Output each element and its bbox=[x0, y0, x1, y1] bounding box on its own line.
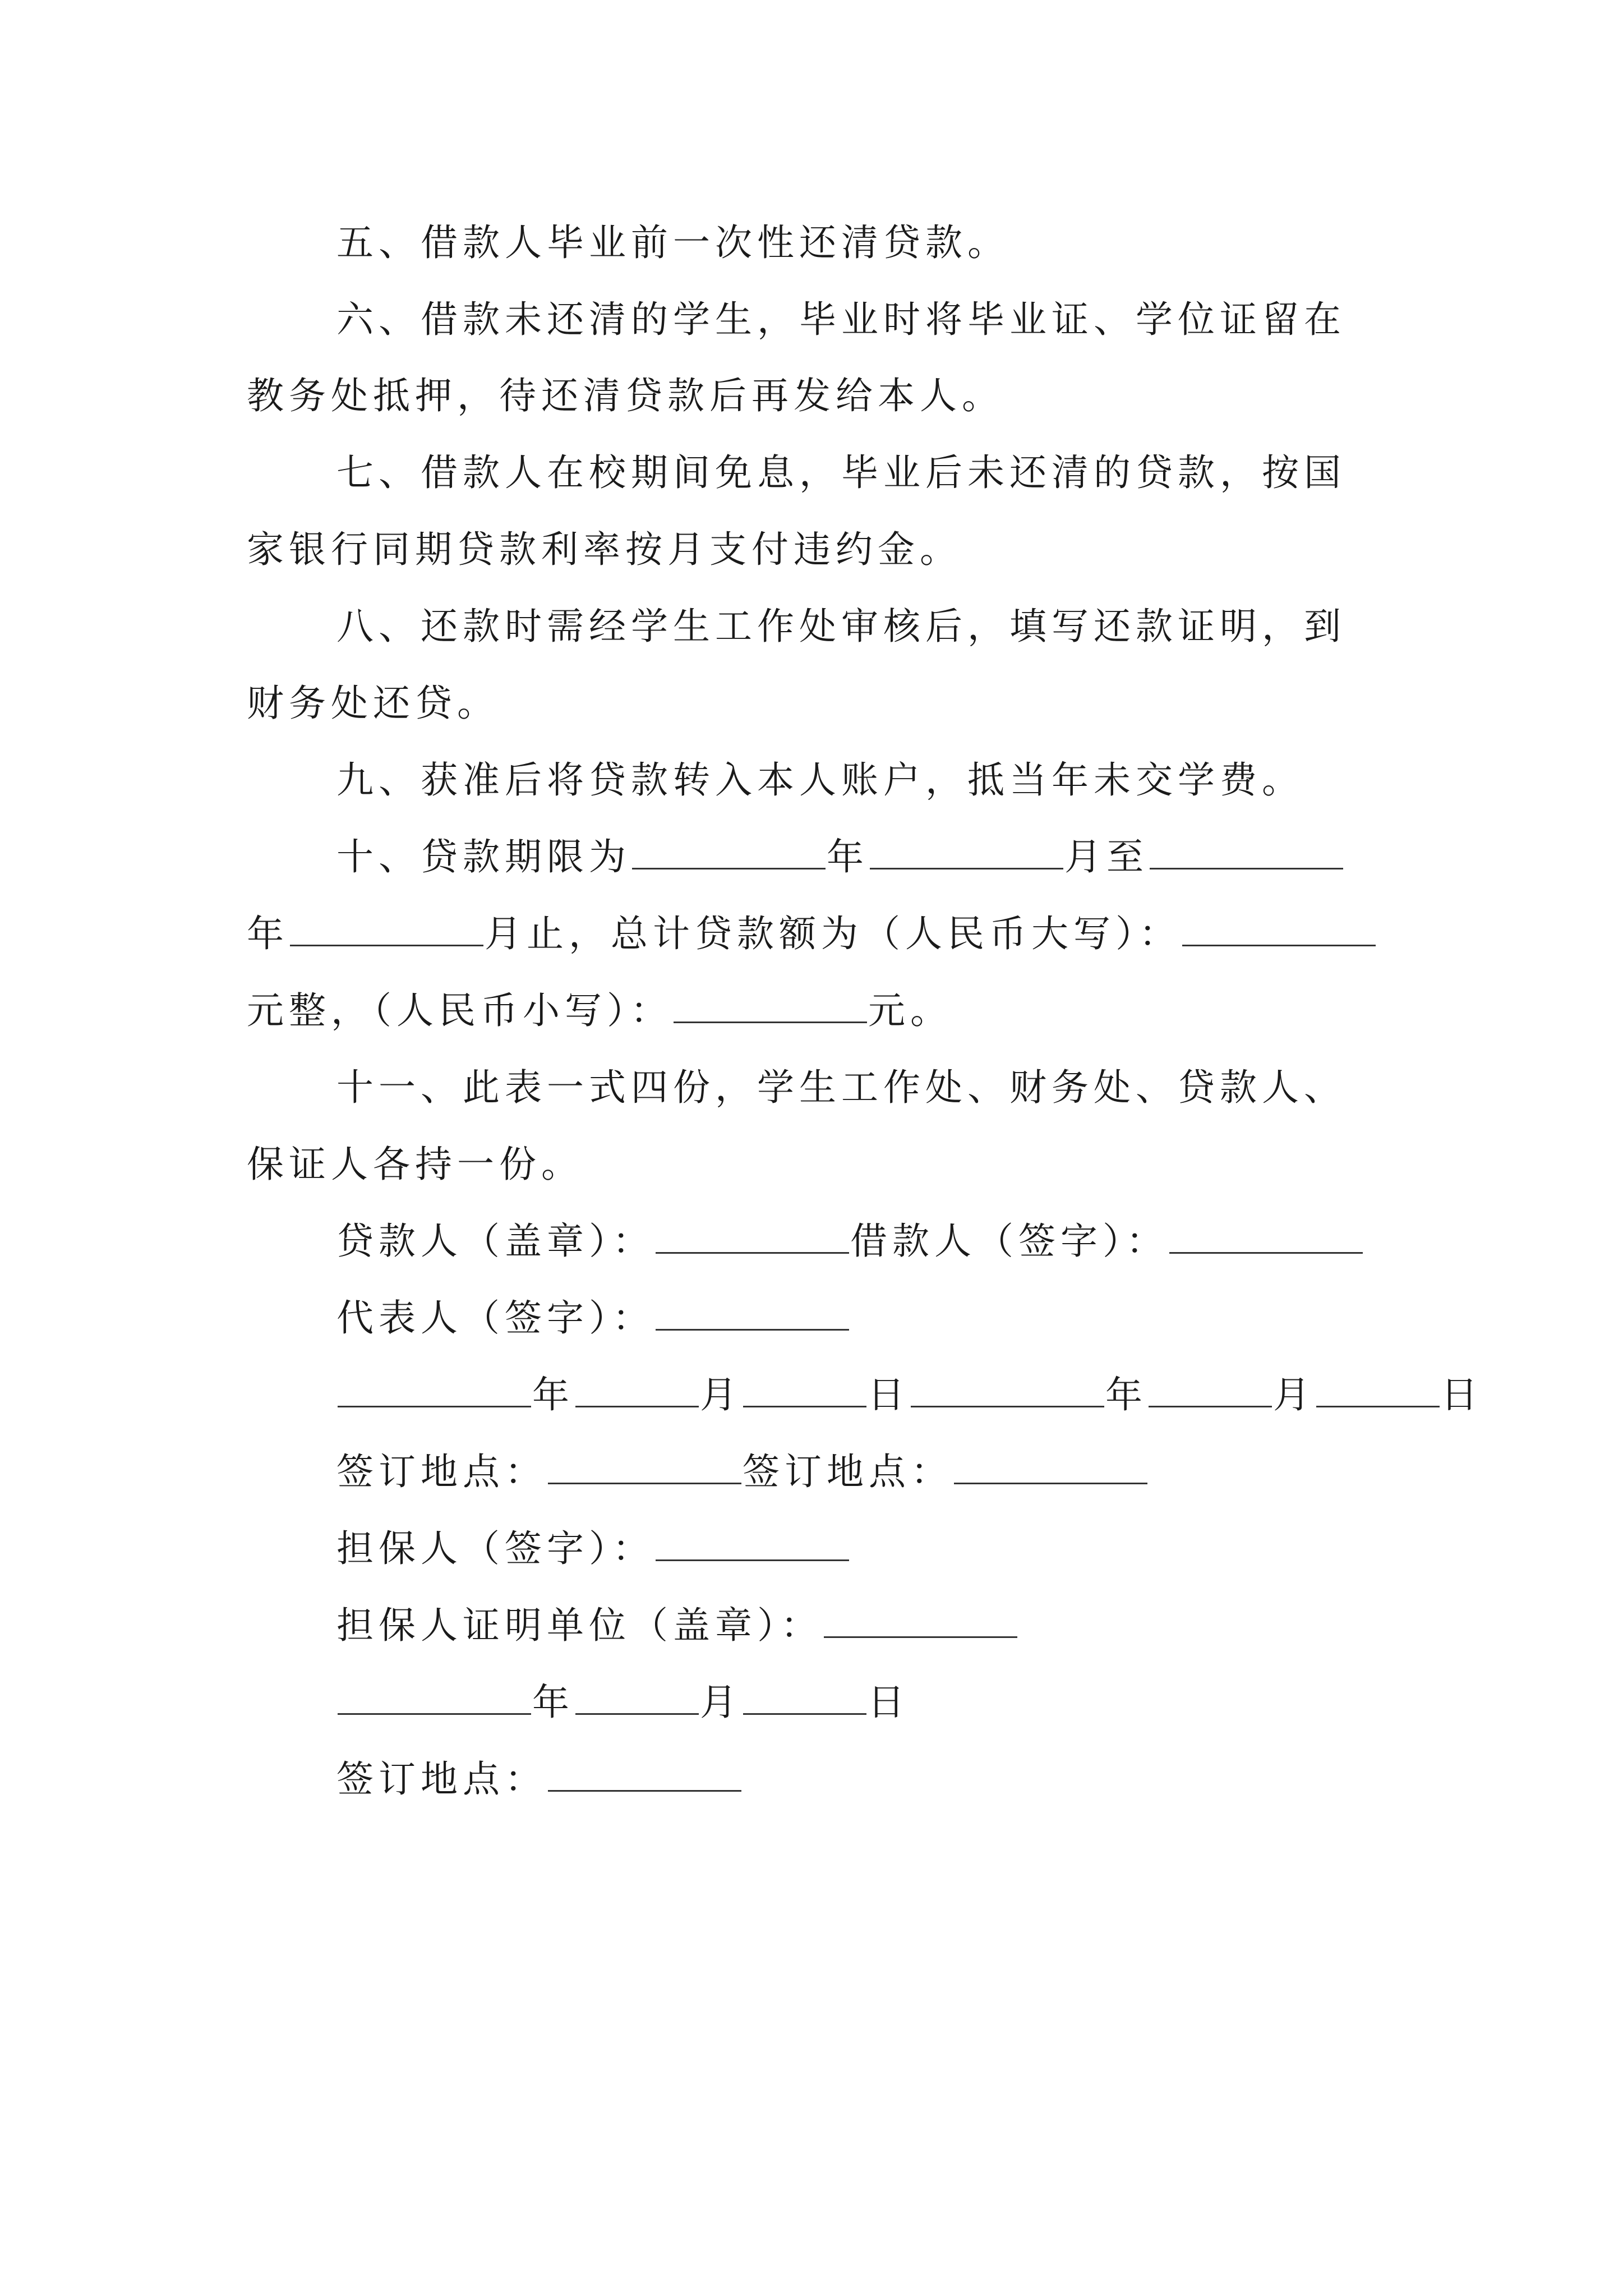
lender-date-day-field[interactable] bbox=[743, 1372, 866, 1407]
date-row-1 bbox=[336, 1368, 1481, 1422]
year-label: 年 bbox=[1105, 1373, 1147, 1416]
day-label: 日 bbox=[868, 1373, 910, 1416]
clause-10-text-d: 年 bbox=[247, 912, 289, 955]
day-label: 日 bbox=[1441, 1373, 1483, 1416]
sign-place-row-2 bbox=[336, 1752, 1481, 1806]
clause-11-line-2 bbox=[247, 1138, 1391, 1191]
clause-10-line-3 bbox=[247, 984, 1391, 1038]
amount-uppercase-field[interactable] bbox=[1182, 911, 1376, 946]
clause-10-text-b: 年 bbox=[827, 835, 869, 878]
clause-8-line-2 bbox=[247, 677, 1391, 730]
representative-row bbox=[336, 1291, 1481, 1345]
clause-10-text-f: 元整，（人民币小写）： bbox=[247, 989, 672, 1032]
clause-11-line-1 bbox=[336, 1061, 1481, 1115]
clause-6-line-2 bbox=[247, 369, 1391, 423]
borrower-date-month-field[interactable] bbox=[1149, 1372, 1272, 1407]
clause-9-text: 九、获准后将贷款转入本人账户，抵当年未交学费。 bbox=[336, 758, 1304, 802]
month-label: 月 bbox=[1273, 1373, 1315, 1416]
clause-10-text-c: 月至 bbox=[1064, 835, 1149, 878]
guarantor-date-year-field[interactable] bbox=[338, 1680, 531, 1715]
lender-borrower-row bbox=[336, 1214, 1481, 1268]
clause-6-line-1 bbox=[336, 293, 1481, 347]
lender-seal-field[interactable] bbox=[656, 1218, 849, 1254]
borrower-date-day-field[interactable] bbox=[1316, 1372, 1440, 1407]
clause-10-text-e: 月止，总计贷款额为（人民币大写）： bbox=[485, 912, 1181, 955]
guarantor-date-day-field[interactable] bbox=[743, 1680, 866, 1715]
clause-6-text-2: 教务处抵押，待还清贷款后再发给本人。 bbox=[247, 374, 1004, 417]
end-year-field[interactable] bbox=[1150, 834, 1343, 869]
guarantor-sign-place-field[interactable] bbox=[548, 1756, 741, 1792]
representative-signature-field[interactable] bbox=[656, 1295, 849, 1331]
clause-8-line-1 bbox=[336, 600, 1481, 654]
borrower-label: 借款人（签字）： bbox=[850, 1220, 1168, 1263]
sign-place-label: 签订地点： bbox=[336, 1450, 547, 1493]
amount-lowercase-field[interactable] bbox=[674, 988, 867, 1023]
lender-sign-place-field[interactable] bbox=[548, 1449, 741, 1484]
clause-5-text: 五、借款人毕业前一次性还清贷款。 bbox=[336, 221, 1009, 264]
month-label: 月 bbox=[700, 1681, 742, 1724]
guarantor-date-month-field[interactable] bbox=[575, 1680, 699, 1715]
end-month-field[interactable] bbox=[290, 911, 483, 946]
clause-7-text-2: 家银行同期贷款利率按月支付违约金。 bbox=[247, 528, 962, 571]
clause-8-text-1: 八、还款时需经学生工作处审核后，填写还款证明，到 bbox=[336, 605, 1346, 648]
clause-10-text-g: 元。 bbox=[868, 989, 952, 1032]
month-label: 月 bbox=[700, 1373, 742, 1416]
guarantor-row bbox=[336, 1522, 1481, 1576]
clause-7-line-2 bbox=[247, 523, 1391, 577]
guarantor-unit-seal-field[interactable] bbox=[824, 1603, 1017, 1638]
guarantor-unit-row bbox=[336, 1599, 1481, 1653]
sign-place-row-1 bbox=[336, 1445, 1481, 1499]
start-year-field[interactable] bbox=[632, 834, 826, 869]
clause-7-text-1: 七、借款人在校期间免息，毕业后未还清的贷款，按国 bbox=[336, 451, 1346, 494]
guarantor-unit-label: 担保人证明单位（盖章）： bbox=[336, 1604, 823, 1647]
clause-8-text-2: 财务处还贷。 bbox=[247, 682, 499, 725]
clause-9 bbox=[336, 753, 1481, 807]
borrower-sign-place-field[interactable] bbox=[954, 1449, 1147, 1484]
representative-label: 代表人（签字）： bbox=[336, 1296, 654, 1340]
clause-10-line-1 bbox=[336, 830, 1481, 884]
year-label: 年 bbox=[532, 1373, 574, 1416]
lender-label: 贷款人（盖章）： bbox=[336, 1220, 654, 1263]
sign-place-label: 签订地点： bbox=[743, 1450, 953, 1493]
lender-date-year-field[interactable] bbox=[338, 1372, 531, 1407]
day-label: 日 bbox=[868, 1681, 910, 1724]
borrower-date-year-field[interactable] bbox=[911, 1372, 1104, 1407]
guarantor-label: 担保人（签字）： bbox=[336, 1527, 654, 1570]
clause-10-line-2 bbox=[247, 907, 1391, 961]
guarantor-signature-field[interactable] bbox=[656, 1526, 849, 1561]
clause-5 bbox=[336, 216, 1481, 270]
date-row-2 bbox=[336, 1676, 1481, 1729]
start-month-field[interactable] bbox=[870, 834, 1063, 869]
clause-11-text-2: 保证人各持一份。 bbox=[247, 1143, 583, 1186]
sign-place-label: 签订地点： bbox=[336, 1757, 547, 1801]
borrower-signature-field[interactable] bbox=[1169, 1218, 1363, 1254]
clause-7-line-1 bbox=[336, 446, 1481, 500]
lender-date-month-field[interactable] bbox=[575, 1372, 699, 1407]
clause-11-text-1: 十一、此表一式四份，学生工作处、财务处、贷款人、 bbox=[336, 1066, 1346, 1109]
clause-6-text-1: 六、借款未还清的学生，毕业时将毕业证、学位证留在 bbox=[336, 298, 1346, 341]
clause-10-text-a: 十、贷款期限为 bbox=[336, 835, 631, 878]
year-label: 年 bbox=[532, 1681, 574, 1724]
